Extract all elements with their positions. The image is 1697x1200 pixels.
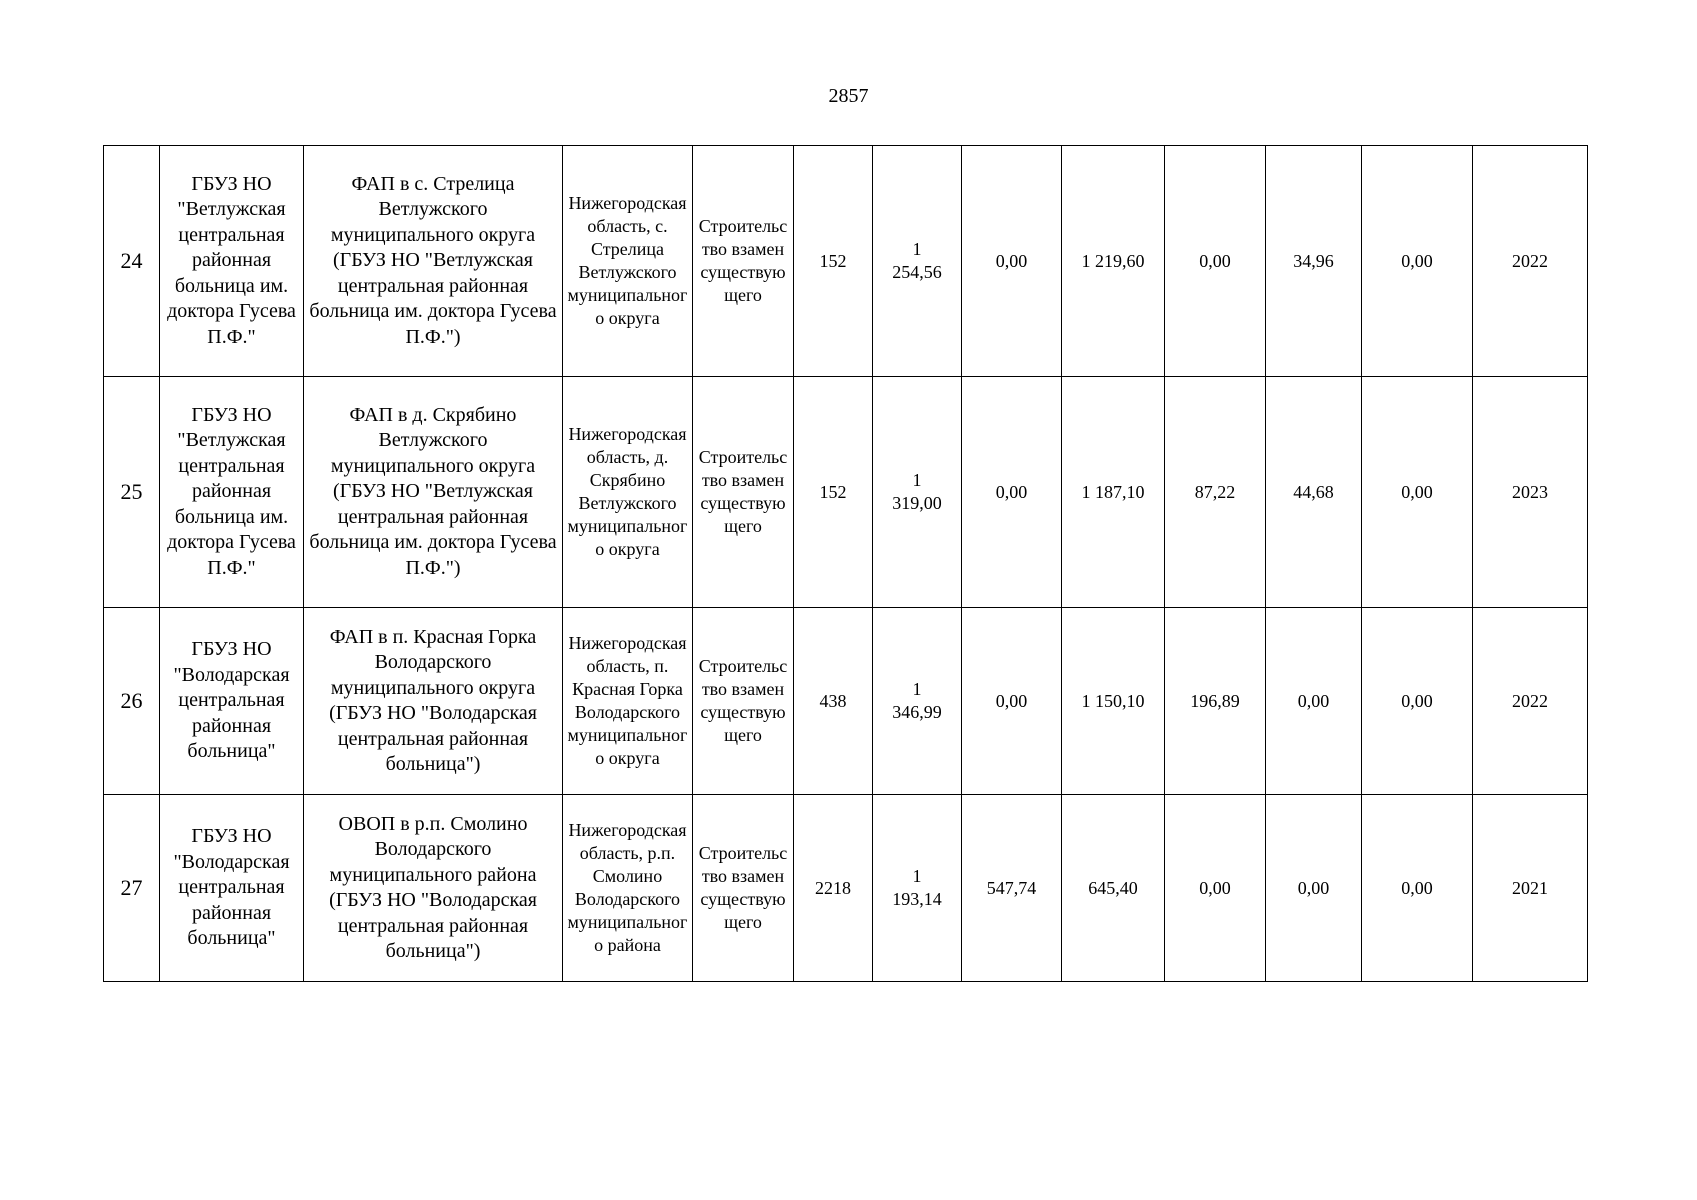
address-cell: Нижегородская область, д. Скрябино Ветлужского муниципального округа: [563, 377, 693, 608]
total-cost-part-b: 319,00: [892, 493, 942, 513]
address-cell: Нижегородская область, п. Красная Горка Володарского муниципального округа: [563, 608, 693, 795]
year-cell: 2022: [1473, 146, 1588, 377]
year-cell: 2023: [1473, 377, 1588, 608]
value-cell-4: 34,96: [1266, 146, 1362, 377]
work-type-cell: Строительство взамен существующего: [693, 377, 794, 608]
value-cell-5: 0,00: [1362, 608, 1473, 795]
value-cell-5: 0,00: [1362, 795, 1473, 982]
facility-name-cell: ОВОП в р.п. Смолино Володарского муниципального района (ГБУЗ НО "Володарская центральная районная больница"): [304, 795, 563, 982]
capacity-cell: 2218: [794, 795, 873, 982]
facility-name-cell: ФАП в п. Красная Горка Володарского муниципального округа (ГБУЗ НО "Володарская центральная районная больница"): [304, 608, 563, 795]
page-number: 2857: [828, 85, 869, 107]
total-cost-cell: [873, 146, 962, 377]
total-cost-part-b: 193,14: [892, 889, 942, 909]
value-cell-4: 0,00: [1266, 608, 1362, 795]
institution-cell: ГБУЗ НО "Ветлужская центральная районная больница им. доктора Гусева П.Ф.": [160, 377, 304, 608]
year-cell: 2022: [1473, 608, 1588, 795]
total-cost-cell: [873, 608, 962, 795]
facility-name-cell: ФАП в с. Стрелица Ветлужского муниципального округа (ГБУЗ НО "Ветлужская центральная районная больница им. доктора Гусева П.Ф."): [304, 146, 563, 377]
row-number: 27: [104, 795, 160, 982]
capacity-cell: 438: [794, 608, 873, 795]
row-number: 25: [104, 377, 160, 608]
address-cell: Нижегородская область, р.п. Смолино Володарского муниципального района: [563, 795, 693, 982]
value-cell-1: 0,00: [962, 608, 1062, 795]
total-cost-cell: [873, 795, 962, 982]
value-cell-4: 0,00: [1266, 795, 1362, 982]
institution-cell: ГБУЗ НО "Володарская центральная районная больница": [160, 795, 304, 982]
total-cost-part-a: 1: [912, 866, 922, 886]
institution-cell: ГБУЗ НО "Ветлужская центральная районная больница им. доктора Гусева П.Ф.": [160, 146, 304, 377]
year-cell: 2021: [1473, 795, 1588, 982]
value-cell-5: 0,00: [1362, 377, 1473, 608]
total-cost-part-b: 254,56: [892, 262, 942, 282]
value-cell-5: 0,00: [1362, 146, 1473, 377]
value-cell-2: 645,40: [1062, 795, 1165, 982]
value-cell-3: 0,00: [1165, 795, 1266, 982]
value-cell-2: 1 150,10: [1062, 608, 1165, 795]
row-number: 24: [104, 146, 160, 377]
total-cost-part-a: 1: [912, 679, 922, 699]
total-cost-part-a: 1: [912, 470, 922, 490]
value-cell-3: 0,00: [1165, 146, 1266, 377]
institution-cell: ГБУЗ НО "Володарская центральная районная больница": [160, 608, 304, 795]
value-cell-1: 0,00: [962, 146, 1062, 377]
address-cell: Нижегородская область, с. Стрелица Ветлужского муниципального округа: [563, 146, 693, 377]
table-row: [104, 795, 1588, 982]
value-cell-2: 1 219,60: [1062, 146, 1165, 377]
value-cell-1: 547,74: [962, 795, 1062, 982]
row-number: 26: [104, 608, 160, 795]
value-cell-1: 0,00: [962, 377, 1062, 608]
value-cell-3: 196,89: [1165, 608, 1266, 795]
capacity-cell: 152: [794, 377, 873, 608]
value-cell-2: 1 187,10: [1062, 377, 1165, 608]
work-type-cell: Строительство взамен существующего: [693, 608, 794, 795]
capacity-cell: 152: [794, 146, 873, 377]
table-row: [104, 146, 1588, 377]
work-type-cell: Строительство взамен существующего: [693, 146, 794, 377]
facility-name-cell: ФАП в д. Скрябино Ветлужского муниципального округа (ГБУЗ НО "Ветлужская центральная районная больница им. доктора Гусева П.Ф."): [304, 377, 563, 608]
total-cost-part-a: 1: [912, 239, 922, 259]
table-row: [104, 608, 1588, 795]
capital-construction-table: [103, 145, 1588, 982]
total-cost-part-b: 346,99: [892, 702, 942, 722]
work-type-cell: Строительство взамен существующего: [693, 795, 794, 982]
value-cell-4: 44,68: [1266, 377, 1362, 608]
value-cell-3: 87,22: [1165, 377, 1266, 608]
table-row: [104, 377, 1588, 608]
total-cost-cell: [873, 377, 962, 608]
